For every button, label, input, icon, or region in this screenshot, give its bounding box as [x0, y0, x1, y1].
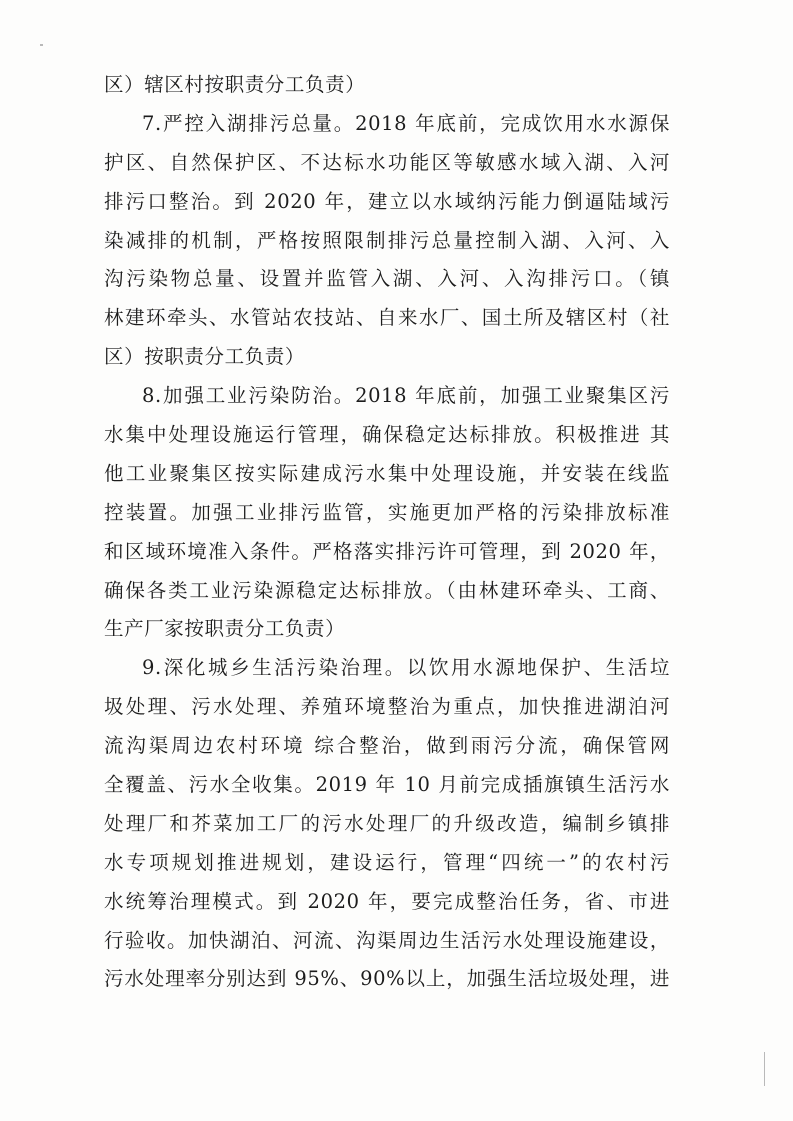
- text-line: 生产厂家按职责分工负责）: [104, 617, 346, 641]
- text-line: 区）辖区村按职责分工负责）: [104, 73, 366, 96]
- paragraph-9-heading-line: 9.深化城乡生活污染治理。以饮用水源地保护、生活垃: [142, 656, 670, 680]
- text-line: 行验收。加快湖泊、河流、沟渠周边生活污水处理设施建设，: [104, 928, 670, 952]
- text-line: 区）按职责分工负责）: [104, 345, 306, 369]
- text-line: 圾处理、污水处理、养殖环境整治为重点，加快推进湖泊河: [104, 695, 670, 719]
- document-body: [104, 66, 670, 999]
- text-line: 确保各类工业污染源稳定达标排放。（由林建环牵头、工商、: [104, 578, 670, 602]
- text-line: 污水处理率分别达到 95%、90%以上，加强生活垃圾处理，进: [104, 967, 670, 991]
- text-line: 全覆盖、污水全收集。2019 年 10 月前完成插旗镇生活污水: [104, 773, 670, 797]
- text-line: 护区、自然保护区、不达标水功能区等敏感水域入湖、入河: [104, 150, 670, 174]
- scan-speck-right-edge: [764, 1052, 765, 1086]
- text-line: 林建环牵头、水管站农技站、自来水厂、国土所及辖区村（社: [104, 306, 670, 330]
- text-line: 水统筹治理模式。到 2020 年，要完成整治任务，省、市进: [104, 889, 670, 913]
- scan-speck-top-left: [40, 44, 43, 46]
- paragraph-8-heading-line: 8.加强工业污染防治。2018 年底前，加强工业聚集区污: [142, 384, 670, 408]
- text-line: 处理厂和芥菜加工厂的污水处理厂的升级改造，编制乡镇排: [104, 811, 670, 835]
- text-line: 染减排的机制，严格按照限制排污总量控制入湖、入河、入: [104, 228, 670, 252]
- text-line: 流沟渠周边农村环境 综合整治，做到雨污分流，确保管网: [104, 734, 670, 758]
- text-line: 和区域环境准入条件。严格落实排污许可管理，到 2020 年，: [104, 539, 670, 563]
- text-line: 他工业聚集区按实际建成污水集中处理设施，并安装在线监: [104, 461, 670, 485]
- text-line: 水集中处理设施运行管理，确保稳定达标排放。积极推进 其: [104, 423, 670, 447]
- text-line: 水专项规划推进规划，建设运行，管理“四统一”的农村污: [104, 850, 670, 874]
- text-line: 沟污染物总量、设置并监管入湖、入河、入沟排污口。（镇: [104, 267, 670, 291]
- text-line: 控装置。加强工业排污监管，实施更加严格的污染排放标准: [104, 500, 670, 524]
- paragraph-7-heading-line: 7.严控入湖排污总量。2018 年底前，完成饮用水水源保: [142, 111, 670, 135]
- text-line: 排污口整治。到 2020 年，建立以水域纳污能力倒逼陆域污: [104, 189, 670, 213]
